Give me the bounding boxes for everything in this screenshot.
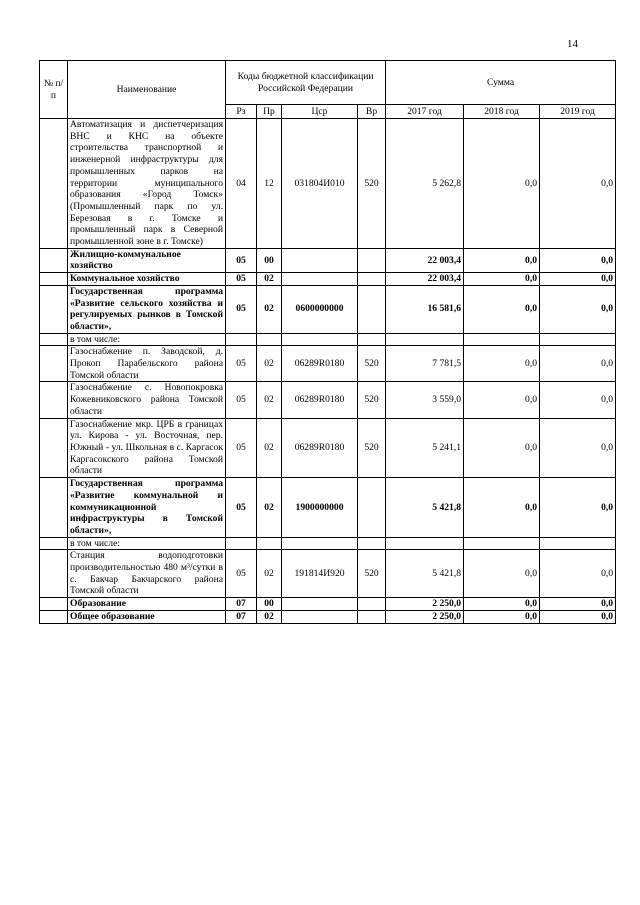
- cell-2017: [386, 333, 464, 346]
- cell-vr: [358, 333, 386, 346]
- budget-table: [39, 60, 616, 624]
- cell-csr: 0600000000: [282, 285, 358, 333]
- cell-2018: 0,0: [464, 610, 540, 623]
- cell-2019: 0,0: [540, 598, 616, 611]
- cell-name: Жилищно-коммунальное хозяйство: [68, 248, 226, 272]
- table-row: [40, 550, 616, 598]
- cell-vr: 520: [358, 346, 386, 382]
- cell-2017: 2 250,0: [386, 610, 464, 623]
- table-row: [40, 598, 616, 611]
- cell-2019: 0,0: [540, 346, 616, 382]
- cell-pr: 02: [257, 478, 282, 538]
- page-number: 14: [567, 38, 578, 50]
- cell-csr: 1900000000: [282, 478, 358, 538]
- cell-rz: 05: [226, 550, 257, 598]
- table-row: [40, 418, 616, 478]
- cell-name: в том числе:: [68, 333, 226, 346]
- cell-vr: 520: [358, 119, 386, 249]
- cell-csr: 06289R0180: [282, 382, 358, 418]
- cell-num: [40, 550, 68, 598]
- cell-name: в том числе:: [68, 537, 226, 550]
- cell-2018: 0,0: [464, 598, 540, 611]
- table-row: [40, 333, 616, 346]
- cell-num: [40, 598, 68, 611]
- cell-2018: [464, 537, 540, 550]
- cell-2018: 0,0: [464, 273, 540, 286]
- table-row: [40, 478, 616, 538]
- cell-vr: 520: [358, 418, 386, 478]
- table-row: [40, 248, 616, 272]
- cell-rz: 05: [226, 418, 257, 478]
- cell-rz: [226, 333, 257, 346]
- cell-2019: 0,0: [540, 610, 616, 623]
- header-name: Наименование: [68, 61, 226, 119]
- cell-num: [40, 285, 68, 333]
- cell-pr: 00: [257, 598, 282, 611]
- header-vr: Вр: [358, 105, 386, 119]
- header-num: № п/п: [40, 61, 68, 119]
- cell-name: Государственная программа «Развитие коммунальной и коммуникационной инфраструктуры в Томской области»,: [68, 478, 226, 538]
- cell-2018: 0,0: [464, 248, 540, 272]
- cell-num: [40, 382, 68, 418]
- cell-csr: [282, 248, 358, 272]
- cell-2019: 0,0: [540, 248, 616, 272]
- cell-pr: 02: [257, 346, 282, 382]
- cell-2019: 0,0: [540, 119, 616, 249]
- cell-vr: 520: [358, 550, 386, 598]
- cell-rz: 05: [226, 248, 257, 272]
- table-row: [40, 119, 616, 249]
- cell-name: Газоснабжение мкр. ЦРБ в границах ул. Кирова - ул. Восточная, пер. Южный - ул. Школьная в с. Каргасок Каргасокского района Томской области: [68, 418, 226, 478]
- cell-rz: 04: [226, 119, 257, 249]
- cell-csr: [282, 333, 358, 346]
- cell-rz: 05: [226, 478, 257, 538]
- cell-rz: 07: [226, 598, 257, 611]
- cell-vr: [358, 285, 386, 333]
- cell-2019: 0,0: [540, 418, 616, 478]
- cell-name: Станция водоподготовки производительностью 480 м³/сутки в с. Бакчар Бакчарского района Томской области: [68, 550, 226, 598]
- cell-pr: 02: [257, 273, 282, 286]
- cell-name: Коммунальное хозяйство: [68, 273, 226, 286]
- header-sum-group: Сумма: [386, 61, 616, 105]
- cell-2017: 22 003,4: [386, 273, 464, 286]
- cell-name: Государственная программа «Развитие сельского хозяйства и регулируемых рынков в Томской области»,: [68, 285, 226, 333]
- cell-2018: 0,0: [464, 346, 540, 382]
- cell-csr: [282, 537, 358, 550]
- cell-csr: [282, 598, 358, 611]
- cell-pr: [257, 333, 282, 346]
- header-codes-group: Коды бюджетной классификации Российской Федерации: [226, 61, 386, 105]
- cell-rz: 05: [226, 382, 257, 418]
- cell-num: [40, 119, 68, 249]
- cell-csr: 191814И920: [282, 550, 358, 598]
- cell-vr: [358, 478, 386, 538]
- cell-rz: 05: [226, 346, 257, 382]
- cell-num: [40, 346, 68, 382]
- cell-2017: 3 559,0: [386, 382, 464, 418]
- cell-2018: 0,0: [464, 478, 540, 538]
- cell-2019: 0,0: [540, 550, 616, 598]
- cell-rz: 05: [226, 273, 257, 286]
- cell-rz: [226, 537, 257, 550]
- cell-num: [40, 333, 68, 346]
- table-row: [40, 285, 616, 333]
- cell-2019: 0,0: [540, 478, 616, 538]
- cell-name: Газоснабжение п. Заводской, д. Прокоп Парабельского района Томской области: [68, 346, 226, 382]
- header-pr: Пр: [257, 105, 282, 119]
- cell-name: Автоматизация и диспетчеризация ВНС и КНС на объекте строительства транспортной и инженерной инфраструктуры для промышленных парков на территории муниципального образования «Город Томск» (Промышленный парк по ул. Березовая в г. Томске и промышленный парк в Северной промышленной зоне в г. Томске): [68, 119, 226, 249]
- cell-2018: 0,0: [464, 382, 540, 418]
- cell-vr: [358, 610, 386, 623]
- cell-pr: [257, 537, 282, 550]
- cell-2018: 0,0: [464, 550, 540, 598]
- cell-2019: 0,0: [540, 273, 616, 286]
- cell-2019: 0,0: [540, 382, 616, 418]
- table-body: [40, 119, 616, 624]
- header-csr: Цср: [282, 105, 358, 119]
- cell-num: [40, 537, 68, 550]
- cell-2018: 0,0: [464, 119, 540, 249]
- cell-2017: 2 250,0: [386, 598, 464, 611]
- cell-num: [40, 610, 68, 623]
- cell-name: Газоснабжение с. Новопокровка Кожевниковского района Томской области: [68, 382, 226, 418]
- cell-pr: 02: [257, 550, 282, 598]
- cell-2017: [386, 537, 464, 550]
- cell-csr: 06289R0180: [282, 418, 358, 478]
- cell-vr: 520: [358, 382, 386, 418]
- cell-2017: 5 421,8: [386, 478, 464, 538]
- header-2018: 2018 год: [464, 105, 540, 119]
- cell-num: [40, 248, 68, 272]
- cell-2019: 0,0: [540, 285, 616, 333]
- cell-pr: 02: [257, 382, 282, 418]
- cell-name: Образование: [68, 598, 226, 611]
- table-row: [40, 273, 616, 286]
- cell-csr: 06289R0180: [282, 346, 358, 382]
- cell-2017: 5 421,8: [386, 550, 464, 598]
- cell-vr: [358, 248, 386, 272]
- cell-pr: 02: [257, 610, 282, 623]
- cell-num: [40, 273, 68, 286]
- cell-pr: 00: [257, 248, 282, 272]
- cell-2017: 22 003,4: [386, 248, 464, 272]
- cell-2019: [540, 537, 616, 550]
- table-row: [40, 346, 616, 382]
- cell-2017: 7 781,5: [386, 346, 464, 382]
- table-row: [40, 610, 616, 623]
- header-rz: Рз: [226, 105, 257, 119]
- cell-pr: 12: [257, 119, 282, 249]
- cell-2017: 5 262,8: [386, 119, 464, 249]
- cell-csr: [282, 610, 358, 623]
- cell-csr: [282, 273, 358, 286]
- table-row: [40, 537, 616, 550]
- cell-2017: 16 581,6: [386, 285, 464, 333]
- cell-num: [40, 418, 68, 478]
- cell-2019: [540, 333, 616, 346]
- header-2019: 2019 год: [540, 105, 616, 119]
- cell-num: [40, 478, 68, 538]
- cell-2018: 0,0: [464, 285, 540, 333]
- cell-pr: 02: [257, 285, 282, 333]
- cell-csr: 031804И010: [282, 119, 358, 249]
- cell-pr: 02: [257, 418, 282, 478]
- table-row: [40, 382, 616, 418]
- cell-vr: [358, 537, 386, 550]
- cell-2017: 5 241,1: [386, 418, 464, 478]
- cell-2018: [464, 333, 540, 346]
- cell-rz: 07: [226, 610, 257, 623]
- cell-vr: [358, 273, 386, 286]
- cell-name: Общее образование: [68, 610, 226, 623]
- cell-vr: [358, 598, 386, 611]
- header-2017: 2017 год: [386, 105, 464, 119]
- cell-2018: 0,0: [464, 418, 540, 478]
- cell-rz: 05: [226, 285, 257, 333]
